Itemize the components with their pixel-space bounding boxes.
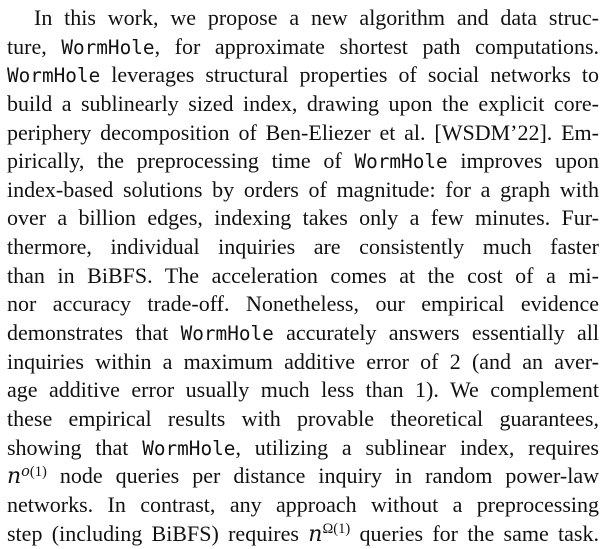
text-segment: step (including BiBFS) requires <box>7 520 309 546</box>
inline-code-wormhole: WormHole <box>354 150 448 174</box>
text-segment: than in BiBFS. The acceleration comes at the cost of a mi- <box>7 262 599 288</box>
text-segment: queries for the same task. <box>350 520 599 546</box>
text-line <box>7 262 599 291</box>
math-superscript: o <box>21 463 30 480</box>
text-segment: age additive error usually much less than 1). We complement <box>7 377 599 403</box>
text-line <box>7 90 599 119</box>
text-segment: , utilizing a sublinear index, requires <box>235 434 599 460</box>
text-segment: leverages structural properties of social networks to <box>100 62 599 88</box>
text-segment: build a sublinearly sized index, drawing upon the explicit core- <box>7 90 599 116</box>
text-line <box>7 4 599 33</box>
text-segment: inquiries within a maximum additive error of 2 (and an aver- <box>7 348 599 374</box>
inline-code-wormhole: WormHole <box>142 436 236 460</box>
text-segment: these empirical results with provable theoretical guarantees, <box>7 405 599 431</box>
text-segment: periphery decomposition of Ben-Eliezer et al. [WSDM’22]. Em- <box>7 119 599 145</box>
text-line <box>7 376 599 405</box>
text-segment: node queries per distance inquiry in random power-law <box>46 463 599 489</box>
text-segment: nor accuracy trade-off. Nonetheless, our empirical evidence <box>7 291 599 317</box>
text-segment: over a billion edges, indexing takes only a few minutes. Fur- <box>7 205 599 231</box>
text-line <box>7 147 599 176</box>
text-segment: , for approximate shortest path computations. <box>154 33 600 59</box>
text-line <box>7 204 599 233</box>
text-line <box>7 462 599 491</box>
abstract-paragraph <box>7 4 599 548</box>
math-superscript: (1) <box>29 463 47 480</box>
inline-code-wormhole: WormHole <box>61 35 155 59</box>
text-line <box>7 233 599 262</box>
text-segment: thermore, individual inquiries are consistently much faster <box>7 234 599 260</box>
text-line <box>7 491 599 520</box>
text-line <box>7 405 599 434</box>
math-variable: n <box>308 521 323 547</box>
text-segment: demonstrates that <box>7 320 181 346</box>
math-superscript: Ω(1) <box>322 520 351 537</box>
text-line <box>7 319 599 348</box>
text-line <box>7 119 599 148</box>
text-segment: showing that <box>7 434 143 460</box>
text-line <box>7 348 599 377</box>
math-variable: n <box>7 464 22 490</box>
text-segment: ture, <box>7 33 62 59</box>
text-line <box>7 33 599 62</box>
text-line <box>7 434 599 463</box>
text-segment: networks. In contrast, any approach without a preprocessing <box>7 491 599 517</box>
text-segment: pirically, the preprocessing time of <box>7 148 355 174</box>
text-segment: index-based solutions by orders of magnitude: for a graph with <box>7 176 599 202</box>
text-segment: accurately answers essentially all <box>273 320 599 346</box>
inline-code-wormhole: WormHole <box>180 322 274 346</box>
inline-code-wormhole: WormHole <box>7 64 101 88</box>
text-segment: In this work, we propose a new algorithm and data struc- <box>34 5 599 30</box>
text-line <box>7 61 599 90</box>
text-line <box>7 290 599 319</box>
text-line <box>7 520 599 549</box>
text-line <box>7 176 599 205</box>
text-segment: improves upon <box>447 148 599 174</box>
